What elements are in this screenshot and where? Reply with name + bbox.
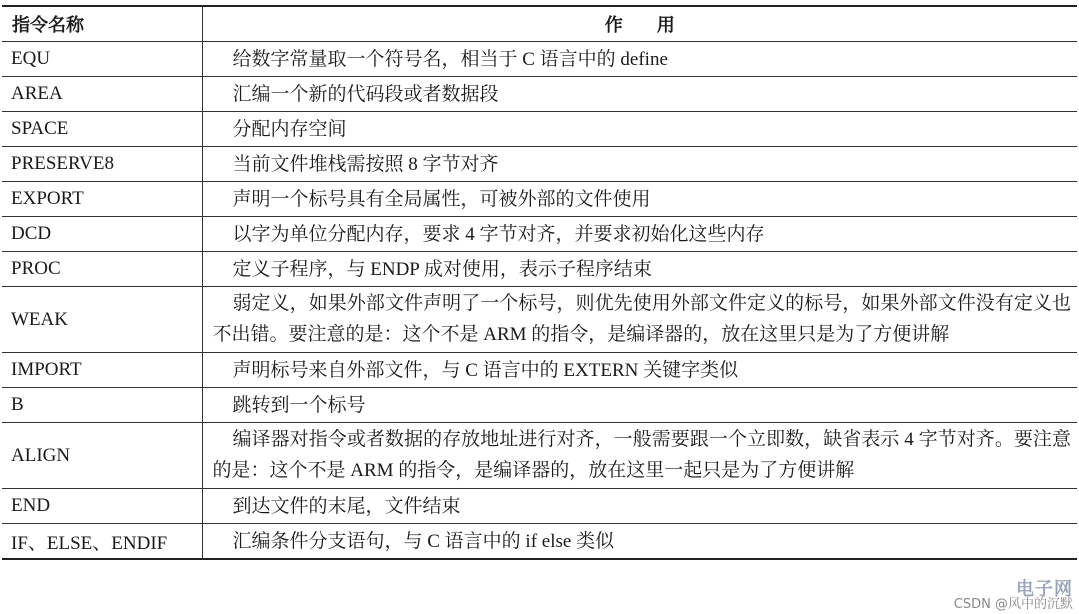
directive-name: EQU [2,42,202,77]
directive-name: WEAK [2,287,202,353]
directive-desc: 声明一个标号具有全局属性，可被外部的文件使用 [202,182,1077,217]
table-row [2,353,1077,388]
table-row [2,287,1077,353]
watermark-text: CSDN @风中的沉默 [953,597,1073,612]
directive-desc: 编译器对指令或者数据的存放地址进行对齐，一般需要跟一个立即数，缺省表示 4 字节对齐。要注意的是：这个不是 ARM 的指令，是编译器的，放在这里一起只是为了方便讲解 [202,423,1077,489]
directive-desc: 汇编条件分支语句，与 C 语言中的 if else 类似 [202,524,1077,560]
directive-name: SPACE [2,112,202,147]
table-row [2,217,1077,252]
table-header-row [2,6,1077,42]
directive-desc: 汇编一个新的代码段或者数据段 [202,77,1077,112]
header-directive-name: 指令名称 [2,6,202,42]
directive-name: IMPORT [2,353,202,388]
directive-name: END [2,489,202,524]
table-row [2,423,1077,489]
table-row [2,112,1077,147]
table-row [2,252,1077,287]
table-row [2,388,1077,423]
directive-desc: 以字为单位分配内存，要求 4 字节对齐，并要求初始化这些内存 [202,217,1077,252]
directive-name: DCD [2,217,202,252]
directive-desc: 到达文件的末尾，文件结束 [202,489,1077,524]
directive-name: AREA [2,77,202,112]
table-row [2,77,1077,112]
directive-name: PROC [2,252,202,287]
header-purpose: 作用 [202,6,1077,42]
directive-desc: 给数字常量取一个符号名，相当于 C 语言中的 define [202,42,1077,77]
table-row [2,42,1077,77]
directive-desc: 定义子程序，与 ENDP 成对使用，表示子程序结束 [202,252,1077,287]
table-row [2,524,1077,560]
table-row [2,182,1077,217]
directive-name: PRESERVE8 [2,147,202,182]
directive-name: B [2,388,202,423]
directive-desc: 弱定义，如果外部文件声明了一个标号，则优先使用外部文件定义的标号，如果外部文件没有定义也不出错。要注意的是：这个不是 ARM 的指令，是编译器的，放在这里只是为了方便讲解 [202,287,1077,353]
table-row [2,147,1077,182]
directive-table [2,5,1077,560]
directive-desc: 当前文件堆栈需按照 8 字节对齐 [202,147,1077,182]
watermark [953,579,1073,612]
directive-name: ALIGN [2,423,202,489]
watermark-logo: 电子网 [1016,579,1073,600]
table-row [2,489,1077,524]
directive-desc: 跳转到一个标号 [202,388,1077,423]
directive-desc: 声明标号来自外部文件，与 C 语言中的 EXTERN 关键字类似 [202,353,1077,388]
directive-name: EXPORT [2,182,202,217]
directive-desc: 分配内存空间 [202,112,1077,147]
directive-name: IF、ELSE、ENDIF [2,524,202,560]
